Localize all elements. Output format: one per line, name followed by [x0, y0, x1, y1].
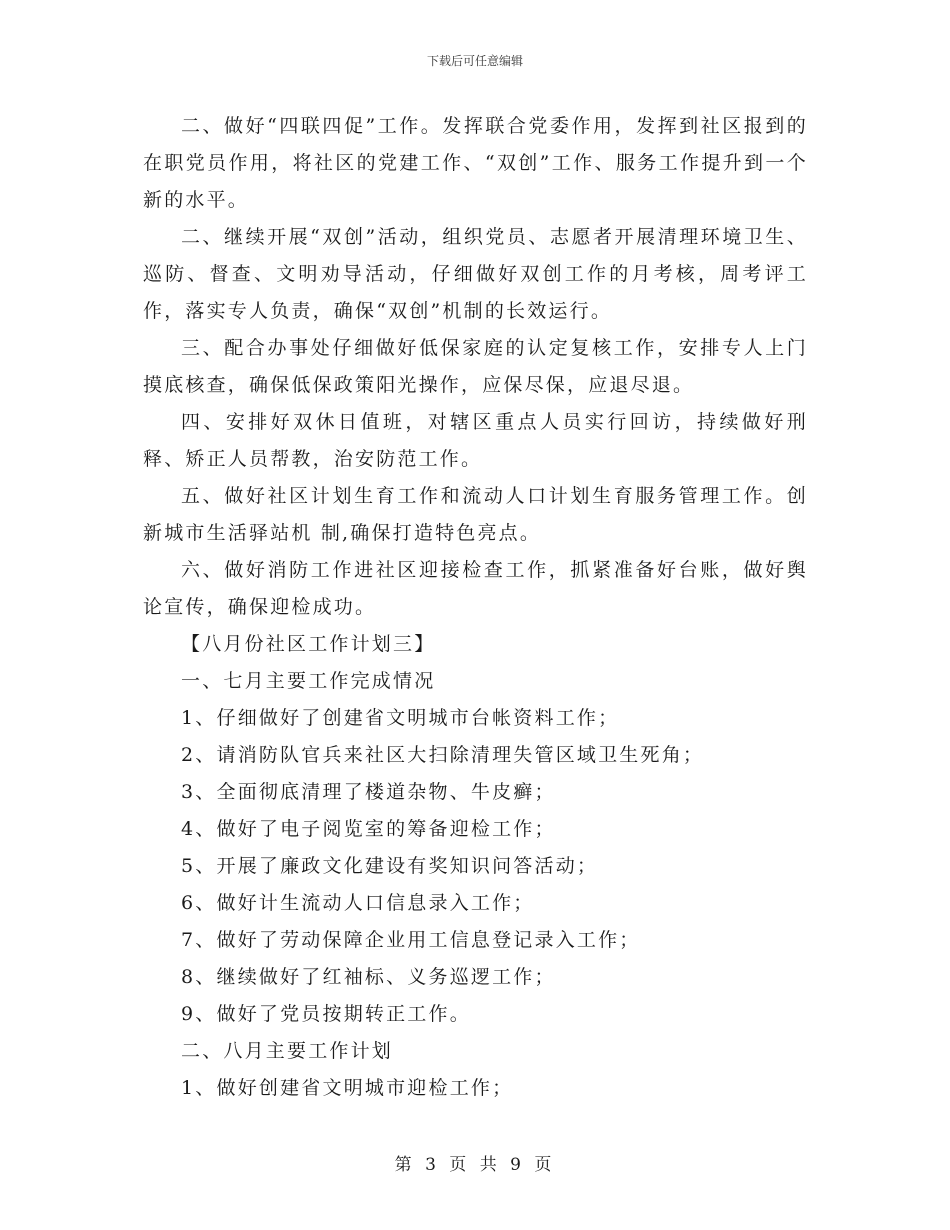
subsection-heading: 一、七月主要工作完成情况 — [181, 670, 436, 692]
list-item: 7、做好了劳动保障企业用工信息登记录入工作； — [181, 929, 641, 951]
paragraph: 二、继续开展“双创”活动，组织党员、志愿者开展清理环境卫生、巡防、督查、文明劝导活动，仔细做好双创工作的月考核，周考评工作，落实专人负责，确保“双创”机制的长效运行。 — [143, 226, 808, 322]
list-item: 6、做好计生流动人口信息录入工作； — [181, 892, 535, 914]
subsection-heading: 二、八月主要工作计划 — [181, 1040, 394, 1062]
list-item: 4、做好了电子阅览室的筹备迎检工作； — [181, 818, 556, 840]
section-heading: 【八月份社区工作计划三】 — [181, 633, 436, 655]
list-item: 5、开展了廉政文化建设有奖知识问答活动； — [181, 855, 599, 877]
list-item: 1、仔细做好了创建省文明城市台帐资料工作； — [181, 707, 620, 729]
paragraph: 三、配合办事处仔细做好低保家庭的认定复核工作，安排专人上门摸底核查，确保低保政策阳光操作，应保尽保，应退尽退。 — [143, 337, 808, 396]
page-number-footer: 第 3 页 共 9 页 — [394, 1155, 556, 1175]
list-item: 2、请消防队官兵来社区大扫除清理失管区域卫生死角； — [181, 744, 705, 766]
paragraph: 二、做好“四联四促”工作。发挥联合党委作用，发挥到社区报到的在职党员作用，将社区的党建工作、“双创”工作、服务工作提升到一个新的水平。 — [143, 115, 808, 211]
list-item: 1、做好创建省文明城市迎检工作； — [181, 1077, 514, 1099]
paragraph: 五、做好社区计划生育工作和流动人口计划生育服务管理工作。创新城市生活驿站机 制,确保打造特色亮点。 — [143, 485, 808, 544]
list-item: 9、做好了党员按期转正工作。 — [181, 1003, 471, 1025]
document-body — [143, 108, 808, 1107]
list-item: 3、全面彻底清理了楼道杂物、牛皮癣； — [181, 781, 556, 803]
list-item: 8、继续做好了红袖标、义务巡逻工作； — [181, 966, 556, 988]
paragraph: 六、做好消防工作进社区迎接检查工作，抓紧准备好台账，做好舆论宣传，确保迎检成功。 — [143, 559, 808, 618]
page-header: 下载后可任意编辑 — [426, 54, 523, 68]
paragraph: 四、安排好双休日值班，对辖区重点人员实行回访，持续做好刑释、矫正人员帮教，治安防范工作。 — [143, 411, 808, 470]
